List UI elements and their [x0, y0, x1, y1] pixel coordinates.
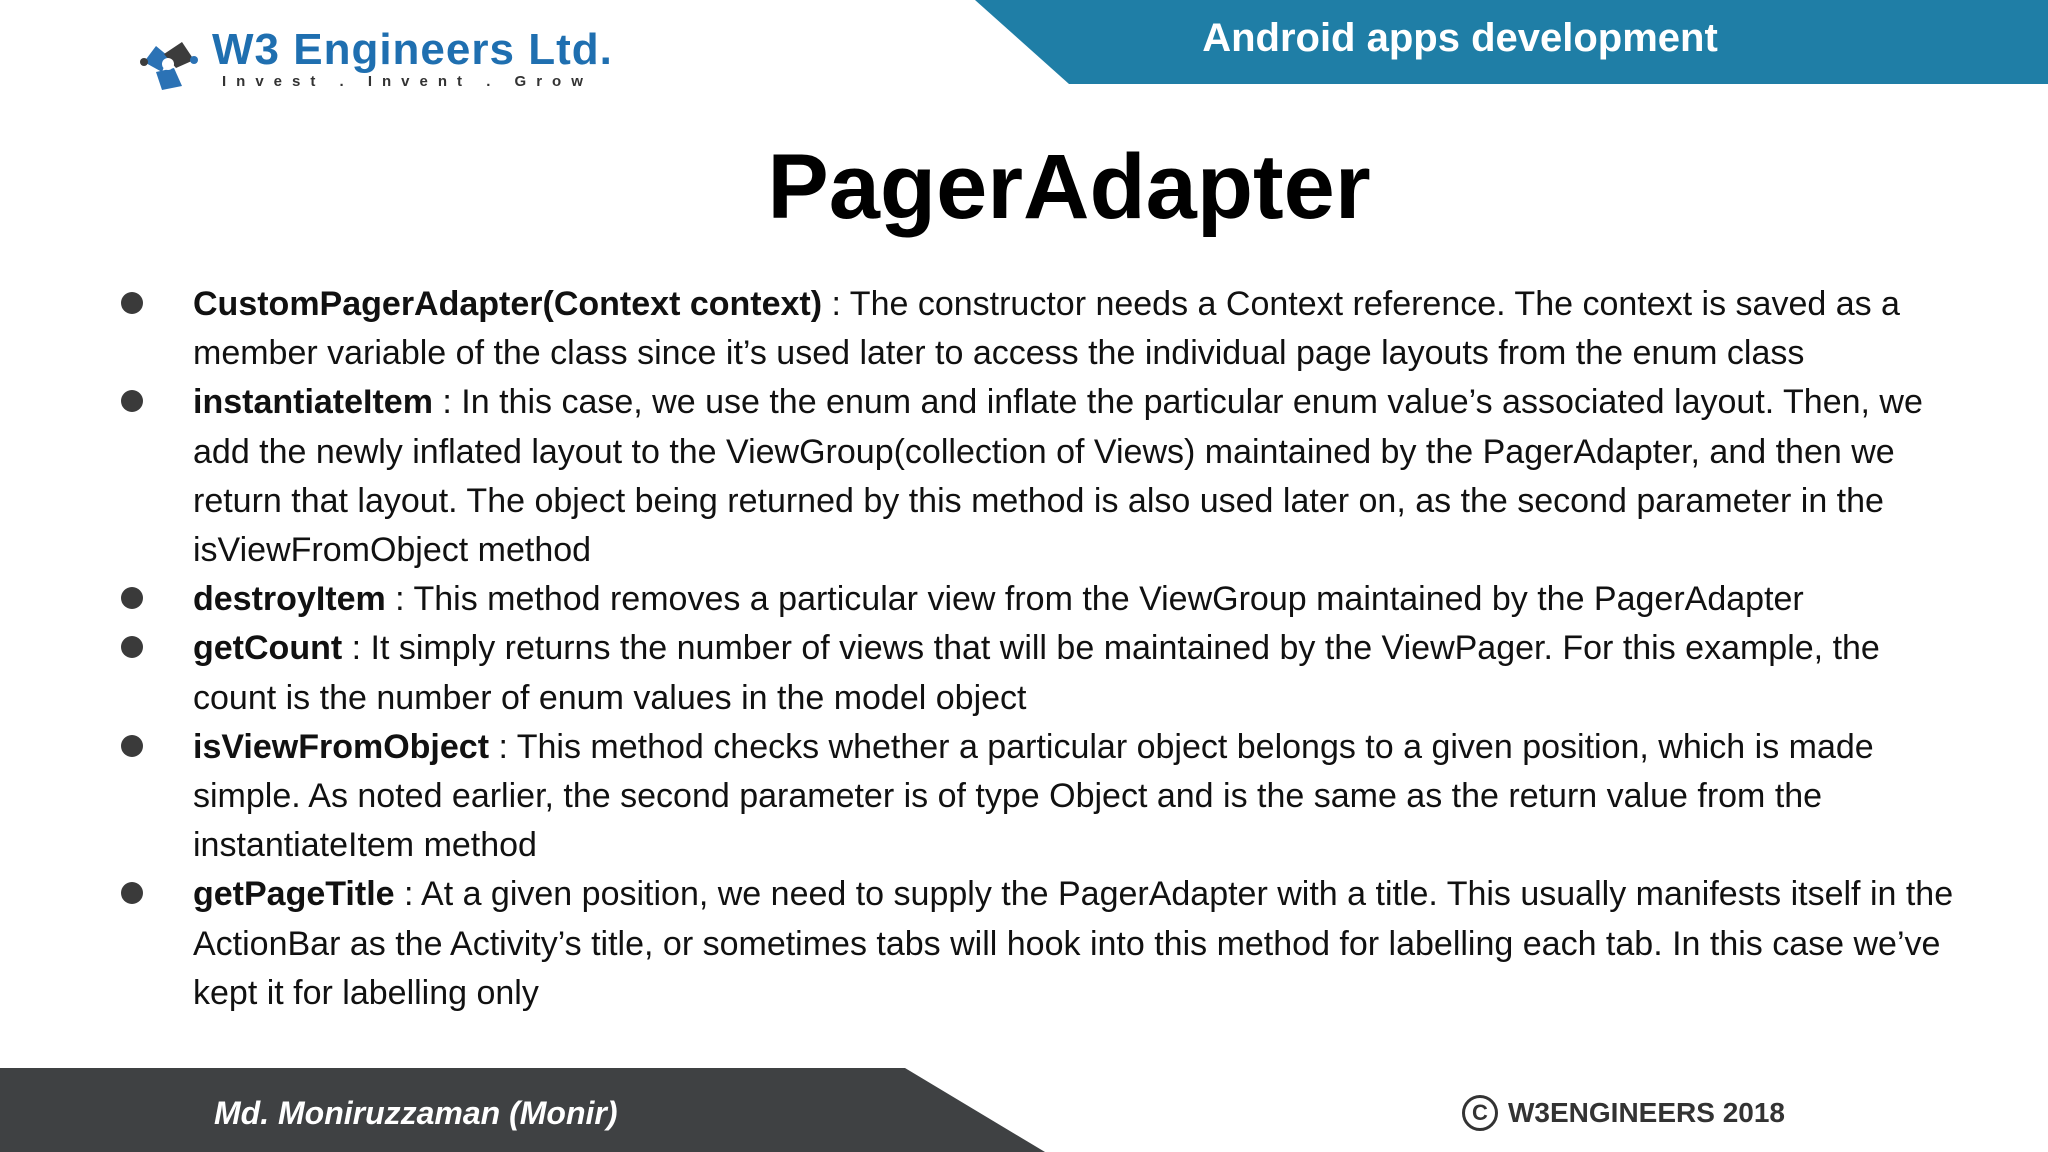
bullet-text: : This method checks whether a particular object belongs to a given position, which is made simple. As noted earlier, the second parameter is of type Object and is the same as the return value from the instantiateItem method — [193, 727, 1874, 865]
bullet-item — [118, 575, 1968, 624]
bullet-term: isViewFromObject — [193, 727, 490, 766]
bullet-text: : This method removes a particular view from the ViewGroup maintained by the PagerAdapter — [385, 580, 1804, 619]
bullet-text: : The constructor needs a Context reference. The context is saved as a member variable of the class since it’s used later to access the individual page layouts from the enum class — [193, 285, 1900, 373]
bullet-item — [118, 624, 1968, 722]
bullet-item — [118, 870, 1968, 1018]
bullet-item — [118, 280, 1968, 378]
bullet-dot — [121, 882, 143, 904]
bullet-dot — [121, 735, 143, 757]
bullet-text: : At a given position, we need to supply the PagerAdapter with a title. This usually manifests itself in the ActionBar as the Activity’s title, or sometimes tabs will hook into this method for labelling each tab. In this case we’ve kept it for labelling only — [193, 875, 1954, 1012]
logo-tagline: Invest . Invent . Grow — [222, 73, 593, 90]
copyright-icon: C — [1462, 1095, 1498, 1131]
company-logo — [134, 24, 694, 94]
bullet-dot — [121, 587, 143, 609]
bullet-item — [118, 723, 1968, 871]
copyright-text: W3ENGINEERS 2018 — [1508, 1097, 1785, 1128]
logo-name: W3 Engineers Ltd. — [212, 25, 613, 74]
copyright — [1462, 1090, 1785, 1136]
bullet-item — [118, 378, 1968, 575]
page-title: PagerAdapter — [767, 136, 1371, 238]
bullet-text: : In this case, we use the enum and inflate the particular enum value’s associated layout. Then, we add the newly inflated layout to the ViewGroup(collection of Views) maintained by the PagerAdapter, and then we return that layout. The object being returned by this method is also used later on, as the second parameter in the isViewFromObject method — [193, 383, 1923, 570]
banner-title: Android apps development — [1202, 16, 1718, 60]
bullet-term: getCount — [193, 629, 343, 668]
bullet-text: : It simply returns the number of views that will be maintained by the ViewPager. For this example, the count is the number of enum values in the model object — [193, 629, 1880, 717]
bullet-list — [118, 280, 1968, 1018]
bullet-term: destroyItem — [193, 580, 386, 619]
bullet-dot — [121, 390, 143, 412]
bullet-term: getPageTitle — [193, 875, 395, 914]
bullet-term: instantiateItem — [193, 383, 433, 422]
footer-author: Md. Moniruzzaman (Monir) — [214, 1095, 618, 1131]
gear-puzzle-logo-icon — [134, 32, 202, 92]
bullet-dot — [121, 292, 143, 314]
bullet-dot — [121, 636, 143, 658]
bullet-term: CustomPagerAdapter(Context context) — [193, 285, 823, 323]
